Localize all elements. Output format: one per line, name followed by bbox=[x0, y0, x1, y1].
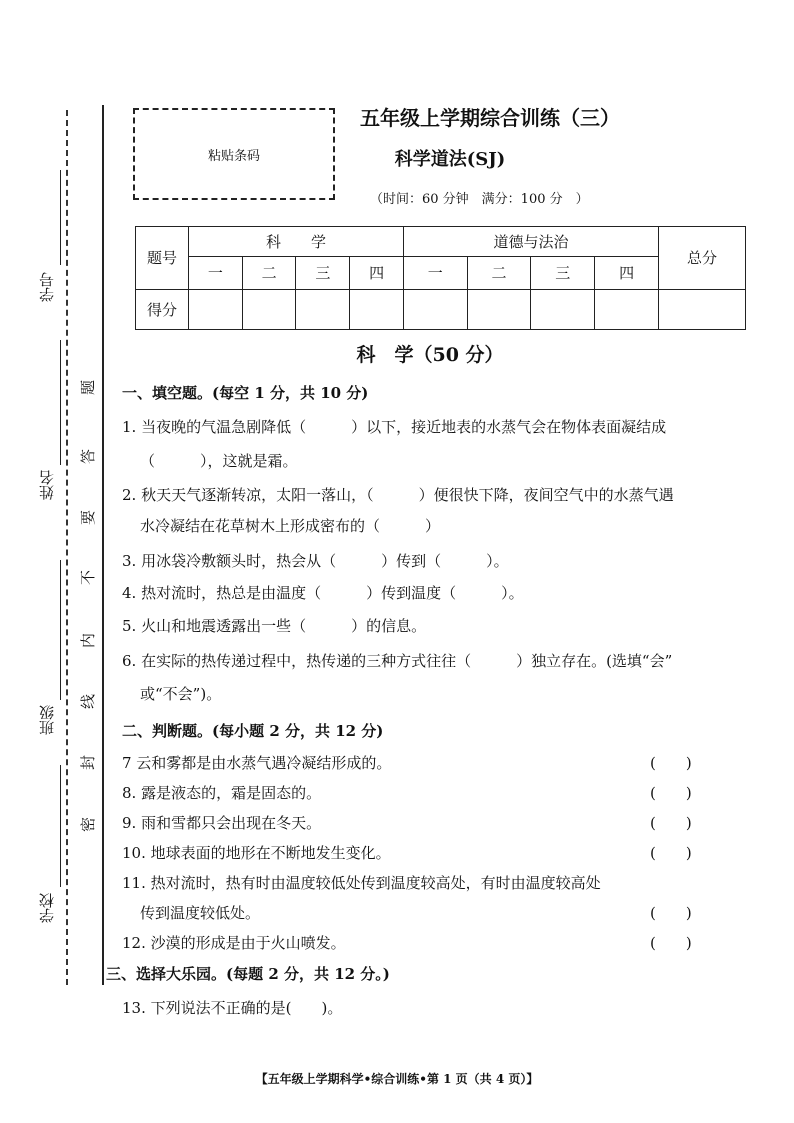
part-header: 二 bbox=[467, 257, 531, 289]
part2-heading: 二、判断题。(每小题 2 分，共 12 分) bbox=[122, 722, 384, 740]
seal-char: 内 bbox=[79, 632, 98, 649]
part-header: 一 bbox=[189, 257, 243, 289]
score-cell[interactable] bbox=[403, 289, 467, 329]
barcode-label: 粘贴条码 bbox=[207, 148, 260, 164]
binding-solid-line bbox=[102, 105, 104, 985]
score-cell[interactable] bbox=[189, 289, 243, 329]
part-header: 一 bbox=[403, 257, 467, 289]
score-row-label: 得分 bbox=[136, 289, 189, 329]
question-text: 4. 热对流时，热总是由温度（ ）传到温度（ ）。 bbox=[122, 584, 524, 602]
answer-paren[interactable]: ( ) bbox=[650, 904, 692, 922]
section-title: 科 学（50 分） bbox=[356, 344, 504, 366]
seal-char: 密 bbox=[79, 816, 98, 833]
question-text: 10. 地球表面的地形在不断地发生变化。 bbox=[122, 844, 391, 862]
score-cell[interactable] bbox=[595, 289, 659, 329]
class-field[interactable] bbox=[60, 560, 61, 700]
question-text: 3. 用冰袋冷敷额头时，热会从（ ）传到（ ）。 bbox=[122, 552, 509, 570]
class-label: 班级 bbox=[38, 705, 56, 735]
question-text: 11. 热对流时，热有时由温度较低处传到温度较高处，有时由温度较高处 bbox=[122, 874, 601, 892]
student-id-field[interactable] bbox=[60, 170, 61, 265]
page-title: 五年级上学期综合训练（三） bbox=[360, 106, 620, 130]
question-text: 9. 雨和雪都只会出现在冬天。 bbox=[122, 814, 322, 832]
page-footer: 【五年级上学期科学•综合训练•第 1 页（共 4 页）】 bbox=[255, 1072, 539, 1086]
part1-heading: 一、填空题。(每空 1 分，共 10 分) bbox=[122, 384, 369, 402]
question-text: 传到温度较低处。 bbox=[140, 904, 261, 922]
binding-dashed-line bbox=[66, 110, 68, 985]
part3-heading: 三、选择大乐园。(每题 2 分，共 12 分。) bbox=[106, 965, 390, 983]
total-header: 总分 bbox=[659, 227, 746, 290]
part-header: 四 bbox=[595, 257, 659, 289]
seal-char: 线 bbox=[79, 693, 98, 710]
science-header: 科 学 bbox=[189, 227, 404, 257]
question-text: 8. 露是液态的，霜是固态的。 bbox=[122, 784, 322, 802]
score-cell[interactable] bbox=[467, 289, 531, 329]
question-text: 6. 在实际的热传递过程中，热传递的三种方式往往（ ）独立存在。(选填“会” bbox=[122, 652, 673, 670]
question-text: 5. 火山和地震透露出一些（ ）的信息。 bbox=[122, 617, 427, 635]
school-label: 学校 bbox=[38, 893, 56, 923]
question-text: 水冷凝结在花草树木上形成密布的（ ） bbox=[140, 517, 441, 535]
part-header: 二 bbox=[242, 257, 296, 289]
barcode-box bbox=[133, 108, 335, 200]
seal-char: 不 bbox=[79, 569, 98, 586]
score-cell[interactable] bbox=[350, 289, 404, 329]
name-label: 姓名 bbox=[38, 470, 56, 500]
question-text: 2. 秋天天气逐渐转凉，太阳一落山，（ ）便很快下降，夜间空气中的水蒸气遇 bbox=[122, 486, 674, 504]
part-header: 三 bbox=[296, 257, 350, 289]
name-field[interactable] bbox=[60, 340, 61, 465]
score-cell[interactable] bbox=[242, 289, 296, 329]
seal-char: 题 bbox=[79, 379, 98, 396]
question-text: 12. 沙漠的形成是由于火山喷发。 bbox=[122, 934, 346, 952]
answer-paren[interactable]: ( ) bbox=[650, 814, 692, 832]
question-text: （ ），这就是霜。 bbox=[140, 452, 298, 470]
score-cell[interactable] bbox=[296, 289, 350, 329]
seal-char: 封 bbox=[79, 754, 98, 771]
school-field[interactable] bbox=[60, 765, 61, 887]
time-info: （时间：60 分钟 满分：100 分 ） bbox=[370, 192, 589, 207]
score-cell-total[interactable] bbox=[659, 289, 746, 329]
question-text: 或“不会”)。 bbox=[140, 685, 222, 703]
qnum-header: 题号 bbox=[136, 227, 189, 290]
answer-paren[interactable]: ( ) bbox=[650, 934, 692, 952]
seal-char: 要 bbox=[79, 509, 98, 526]
part-header: 四 bbox=[350, 257, 404, 289]
question-text: 1. 当夜晚的气温急剧降低（ ）以下，接近地表的水蒸气会在物体表面凝结成 bbox=[122, 418, 667, 436]
student-id-label: 学号 bbox=[38, 272, 56, 302]
answer-paren[interactable]: ( ) bbox=[650, 784, 692, 802]
score-table bbox=[135, 226, 746, 330]
seal-char: 答 bbox=[79, 448, 98, 465]
page-subtitle: 科学道法(SJ) bbox=[394, 149, 506, 170]
score-cell[interactable] bbox=[531, 289, 595, 329]
answer-paren[interactable]: ( ) bbox=[650, 754, 692, 772]
question-text: 7 云和雾都是由水蒸气遇冷凝结形成的。 bbox=[122, 754, 392, 772]
answer-paren[interactable]: ( ) bbox=[650, 844, 692, 862]
part-header: 三 bbox=[531, 257, 595, 289]
moral-header: 道德与法治 bbox=[403, 227, 658, 257]
question-text: 13. 下列说法不正确的是( )。 bbox=[122, 999, 343, 1017]
